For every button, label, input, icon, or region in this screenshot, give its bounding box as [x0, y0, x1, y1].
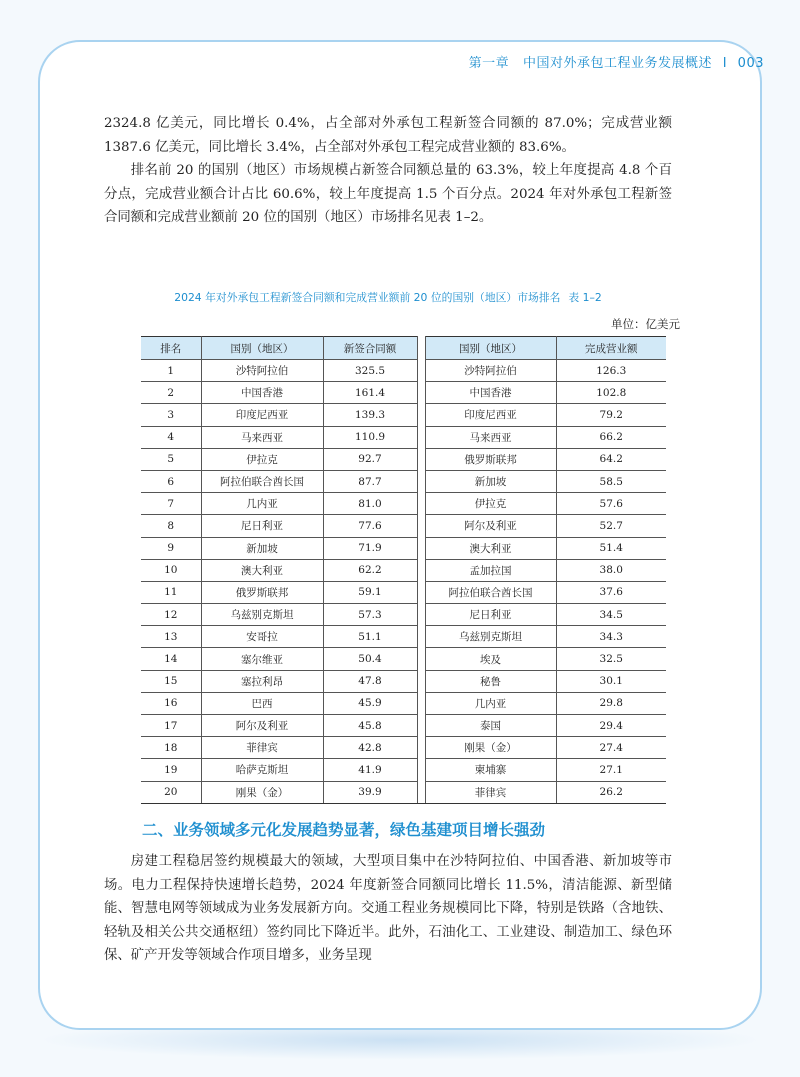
- cell-rank: 15: [141, 670, 201, 692]
- running-head: [469, 52, 764, 71]
- cell-signed-value: 50.4: [323, 648, 417, 670]
- cell-signed-value: 59.1: [323, 581, 417, 603]
- cell-completed-value: 29.4: [556, 715, 666, 737]
- cell-country-completed: 沙特阿拉伯: [425, 360, 556, 382]
- column-gap: [417, 337, 425, 360]
- cell-country-completed: 乌兹别克斯坦: [425, 626, 556, 648]
- table-row: [141, 715, 666, 737]
- cell-gap: [417, 626, 425, 648]
- cell-country-signed: 俄罗斯联邦: [201, 581, 323, 603]
- cell-completed-value: 51.4: [556, 537, 666, 559]
- cell-completed-value: 52.7: [556, 515, 666, 537]
- table-caption-text: 2024 年对外承包工程新签合同额和完成营业额前 20 位的国别（地区）市场排名: [174, 291, 561, 304]
- cell-rank: 9: [141, 537, 201, 559]
- cell-country-completed: 澳大利亚: [425, 537, 556, 559]
- cell-rank: 14: [141, 648, 201, 670]
- table-number: 表 1–2: [568, 291, 602, 304]
- cell-completed-value: 38.0: [556, 559, 666, 581]
- header-signed-value: 新签合同额: [323, 337, 417, 360]
- cell-rank: 11: [141, 581, 201, 603]
- cell-gap: [417, 493, 425, 515]
- table-row: [141, 559, 666, 581]
- cell-country-signed: 哈萨克斯坦: [201, 759, 323, 781]
- table-row: [141, 626, 666, 648]
- cell-signed-value: 77.6: [323, 515, 417, 537]
- table-row: [141, 692, 666, 714]
- cell-country-signed: 伊拉克: [201, 448, 323, 470]
- cell-completed-value: 37.6: [556, 581, 666, 603]
- cell-country-signed: 马来西亚: [201, 426, 323, 448]
- table-row: [141, 670, 666, 692]
- cell-rank: 8: [141, 515, 201, 537]
- cell-country-completed: 埃及: [425, 648, 556, 670]
- table-row: [141, 737, 666, 759]
- table-unit: 单位：亿美元: [611, 317, 680, 331]
- cell-rank: 5: [141, 448, 201, 470]
- cell-country-completed: 几内亚: [425, 692, 556, 714]
- cell-country-completed: 俄罗斯联邦: [425, 448, 556, 470]
- cell-rank: 10: [141, 559, 201, 581]
- cell-signed-value: 139.3: [323, 404, 417, 426]
- cell-country-completed: 泰国: [425, 715, 556, 737]
- cell-country-completed: 阿拉伯联合酋长国: [425, 581, 556, 603]
- cell-rank: 4: [141, 426, 201, 448]
- cell-country-completed: 印度尼西亚: [425, 404, 556, 426]
- cell-country-completed: 尼日利亚: [425, 604, 556, 626]
- cell-country-completed: 孟加拉国: [425, 559, 556, 581]
- table-row: [141, 426, 666, 448]
- ranking-table: [141, 336, 666, 804]
- cell-gap: [417, 737, 425, 759]
- cell-rank: 20: [141, 781, 201, 803]
- cell-completed-value: 64.2: [556, 448, 666, 470]
- cell-country-completed: 菲律宾: [425, 781, 556, 803]
- cell-signed-value: 45.8: [323, 715, 417, 737]
- table-row: [141, 470, 666, 492]
- cell-gap: [417, 715, 425, 737]
- cell-country-completed: 新加坡: [425, 470, 556, 492]
- cell-gap: [417, 692, 425, 714]
- table-header-row: [141, 337, 666, 360]
- cell-country-signed: 印度尼西亚: [201, 404, 323, 426]
- cell-signed-value: 110.9: [323, 426, 417, 448]
- cell-signed-value: 42.8: [323, 737, 417, 759]
- cell-gap: [417, 515, 425, 537]
- cell-country-signed: 新加坡: [201, 537, 323, 559]
- cell-completed-value: 30.1: [556, 670, 666, 692]
- table-caption: [104, 290, 672, 305]
- cell-rank: 19: [141, 759, 201, 781]
- cell-signed-value: 45.9: [323, 692, 417, 714]
- cell-country-completed: 中国香港: [425, 382, 556, 404]
- cell-gap: [417, 648, 425, 670]
- cell-gap: [417, 581, 425, 603]
- cell-country-signed: 塞拉利昂: [201, 670, 323, 692]
- cell-rank: 16: [141, 692, 201, 714]
- cell-country-signed: 安哥拉: [201, 626, 323, 648]
- page-number: 003: [737, 56, 764, 71]
- cell-completed-value: 57.6: [556, 493, 666, 515]
- cell-country-signed: 中国香港: [201, 382, 323, 404]
- header-completed-value: 完成营业额: [556, 337, 666, 360]
- cell-signed-value: 57.3: [323, 604, 417, 626]
- cell-rank: 1: [141, 360, 201, 382]
- cell-gap: [417, 759, 425, 781]
- cell-gap: [417, 360, 425, 382]
- cell-country-completed: 马来西亚: [425, 426, 556, 448]
- cell-completed-value: 34.3: [556, 626, 666, 648]
- cell-rank: 7: [141, 493, 201, 515]
- cell-signed-value: 87.7: [323, 470, 417, 492]
- cell-completed-value: 66.2: [556, 426, 666, 448]
- header-country-completed: 国别（地区）: [425, 337, 556, 360]
- cell-country-completed: 阿尔及利亚: [425, 515, 556, 537]
- cell-gap: [417, 537, 425, 559]
- chapter-label: 第一章: [468, 56, 510, 71]
- table-row: [141, 781, 666, 803]
- cell-country-signed: 菲律宾: [201, 737, 323, 759]
- cell-country-signed: 乌兹别克斯坦: [201, 604, 323, 626]
- cell-signed-value: 161.4: [323, 382, 417, 404]
- header-rank: 排名: [141, 337, 201, 360]
- cell-country-completed: 刚果（金）: [425, 737, 556, 759]
- cell-rank: 12: [141, 604, 201, 626]
- cell-gap: [417, 470, 425, 492]
- table-row: [141, 382, 666, 404]
- paragraph-2: 排名前 20 的国别（地区）市场规模占新签合同额总量的 63.3%，较上年度提高 4.8 个百分点，完成营业额合计占比 60.6%，较上年度提高 1.5 个百分点。2024 年对外承包工程新签合同额和完成营业额前 20 位的国别（地区）市场排名见表 1–2。: [104, 163, 672, 225]
- cell-gap: [417, 559, 425, 581]
- cell-rank: 6: [141, 470, 201, 492]
- table-row: [141, 404, 666, 426]
- table-row: [141, 448, 666, 470]
- cell-country-signed: 澳大利亚: [201, 559, 323, 581]
- cell-signed-value: 39.9: [323, 781, 417, 803]
- cell-country-signed: 尼日利亚: [201, 515, 323, 537]
- cell-rank: 18: [141, 737, 201, 759]
- cell-completed-value: 29.8: [556, 692, 666, 714]
- cell-signed-value: 92.7: [323, 448, 417, 470]
- header-country-signed: 国别（地区）: [201, 337, 323, 360]
- cell-rank: 13: [141, 626, 201, 648]
- cell-country-signed: 刚果（金）: [201, 781, 323, 803]
- table-body: [141, 360, 666, 804]
- paragraph-1: 2324.8 亿美元，同比增长 0.4%，占全部对外承包工程新签合同额的 87.0%；完成营业额 1387.6 亿美元，同比增长 3.4%，占全部对外承包工程完成营业额的 83.6%。: [104, 116, 672, 155]
- cell-signed-value: 71.9: [323, 537, 417, 559]
- cell-completed-value: 102.8: [556, 382, 666, 404]
- cell-signed-value: 81.0: [323, 493, 417, 515]
- cell-signed-value: 62.2: [323, 559, 417, 581]
- table-row: [141, 581, 666, 603]
- cell-country-completed: 秘鲁: [425, 670, 556, 692]
- cell-country-signed: 沙特阿拉伯: [201, 360, 323, 382]
- cell-signed-value: 325.5: [323, 360, 417, 382]
- cell-completed-value: 34.5: [556, 604, 666, 626]
- table-row: [141, 759, 666, 781]
- table-row: [141, 537, 666, 559]
- cell-gap: [417, 604, 425, 626]
- cell-gap: [417, 670, 425, 692]
- cell-signed-value: 51.1: [323, 626, 417, 648]
- cell-country-completed: 伊拉克: [425, 493, 556, 515]
- cell-country-signed: 塞尔维亚: [201, 648, 323, 670]
- chapter-title: 中国对外承包工程业务发展概述: [523, 56, 713, 71]
- cell-rank: 3: [141, 404, 201, 426]
- cell-signed-value: 47.8: [323, 670, 417, 692]
- cell-completed-value: 79.2: [556, 404, 666, 426]
- cell-completed-value: 27.1: [556, 759, 666, 781]
- cell-rank: 2: [141, 382, 201, 404]
- cell-country-signed: 阿拉伯联合酋长国: [201, 470, 323, 492]
- table-row: [141, 360, 666, 382]
- cell-country-signed: 几内亚: [201, 493, 323, 515]
- table-row: [141, 648, 666, 670]
- cell-gap: [417, 426, 425, 448]
- cell-rank: 17: [141, 715, 201, 737]
- cell-completed-value: 27.4: [556, 737, 666, 759]
- cell-gap: [417, 404, 425, 426]
- table-row: [141, 604, 666, 626]
- cell-completed-value: 58.5: [556, 470, 666, 492]
- running-head-separator: I: [722, 56, 728, 71]
- cell-country-signed: 阿尔及利亚: [201, 715, 323, 737]
- cell-country-completed: 柬埔寨: [425, 759, 556, 781]
- cell-completed-value: 126.3: [556, 360, 666, 382]
- cell-completed-value: 26.2: [556, 781, 666, 803]
- cell-country-signed: 巴西: [201, 692, 323, 714]
- table-row: [141, 515, 666, 537]
- paragraph-3: 房建工程稳居签约规模最大的领域，大型项目集中在沙特阿拉伯、中国香港、新加坡等市场。电力工程保持快速增长趋势，2024 年度新签合同额同比增长 11.5%，清洁能源、新型储能、智慧电网等领域成为业务发展新方向。交通工程业务规模同比下降，特别是铁路（含地铁、轻轨及相关公共交通枢纽）签约同比下降近半。此外，石油化工、工业建设、制造加工、绿色环保、矿产开发等领域合作项目增多，业务呈现: [104, 854, 672, 963]
- cell-gap: [417, 781, 425, 803]
- cell-completed-value: 32.5: [556, 648, 666, 670]
- cell-signed-value: 41.9: [323, 759, 417, 781]
- section-title: 二、业务领域多元化发展趋势显著，绿色基建项目增长强劲: [142, 821, 546, 839]
- cell-gap: [417, 382, 425, 404]
- cell-gap: [417, 448, 425, 470]
- table-row: [141, 493, 666, 515]
